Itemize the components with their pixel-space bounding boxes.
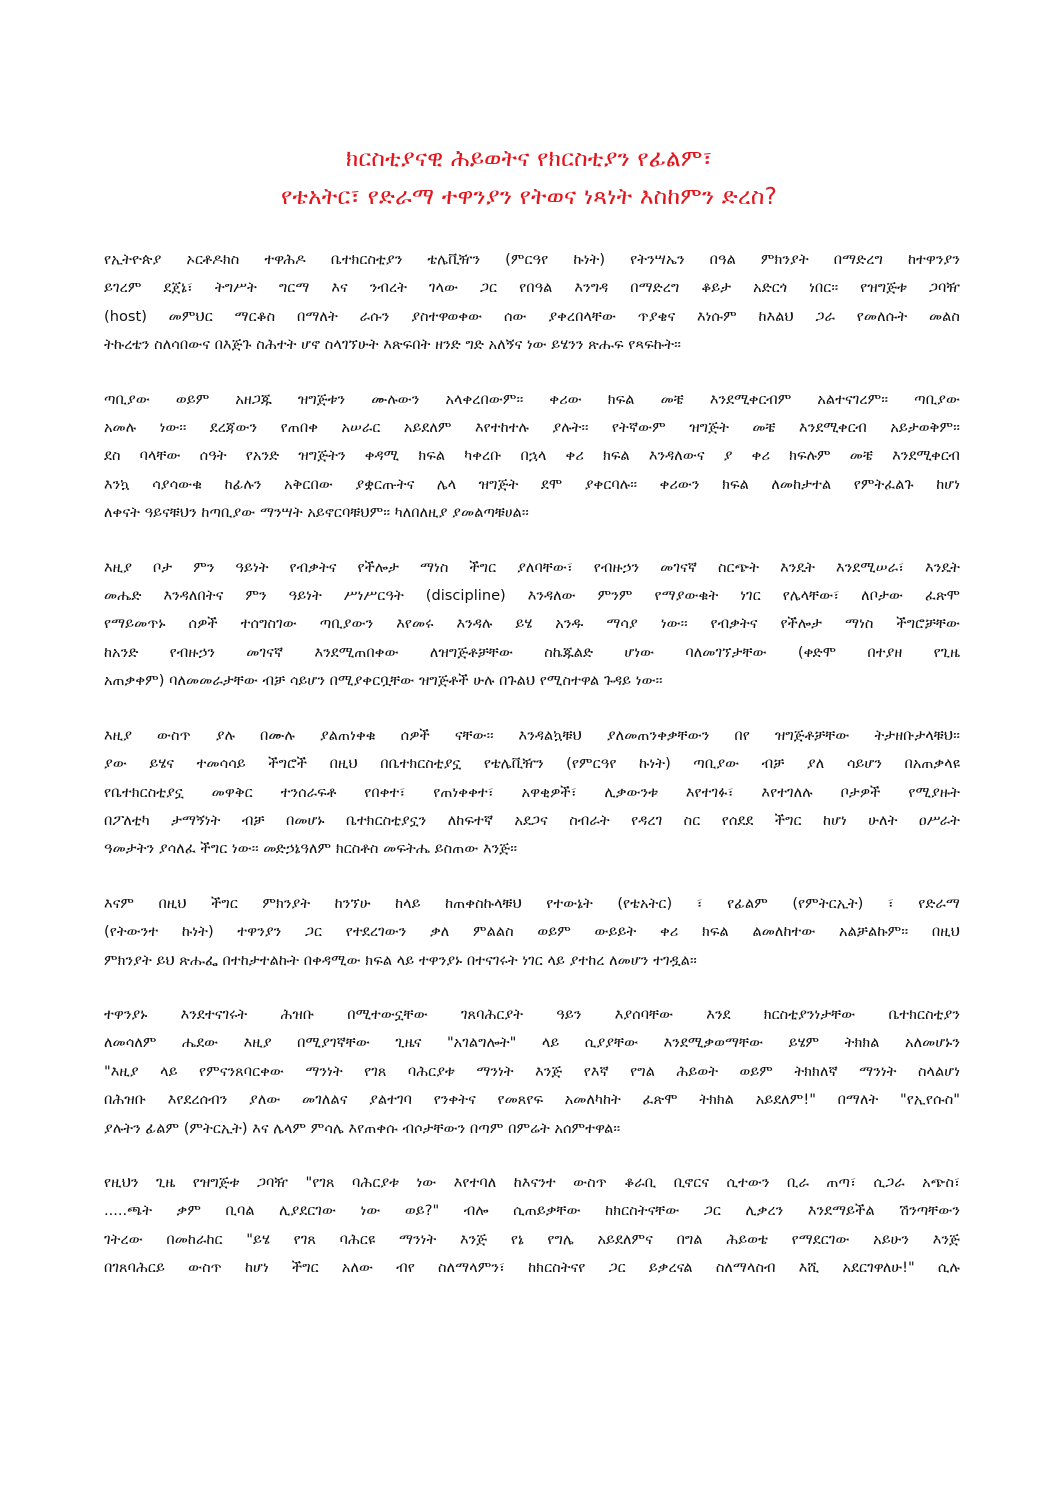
- paragraph-line: .....ጫት ቃም ቢባል ሊያደርገው ነው ወይ?" ብሎ ሲጠይቃቸው ከክርስትናቸው ጋር ሊቃረን እንደማይችል ሽንጣቸውን: [104, 1202, 960, 1220]
- paragraph-line: ትኩረቴን ስለሳበውና በእጅጉ ስሕተት ሆኖ ስላገኘሁት እጽፍበት ዘንድ ግድ አለኝና ነው ይሄንን ጽሑፍ የጻፍኩት፡፡: [104, 336, 681, 354]
- paragraph-4: [104, 722, 960, 864]
- paragraph-line: እናም በዚህ ችግር ምክንያት ከንኘሁ ከላይ ከጠቀስኩላቹህ የተውኔት (የቴአትር) ፣ የፊልም (የምትርኢት) ፣ የድራማ: [104, 894, 960, 912]
- paragraph-line: (host) መምህር ማርቆስ በማለት ራሱን ያስተዋወቀው ሰው ያቀረበላቸው ጥያቄና እነሱም ከእልህ ጋራ የመለሱት መልስ: [104, 307, 960, 325]
- page-title: [110, 140, 948, 216]
- paragraph-line: የኢትዮጵያ ኦርቶዶክስ ተዋሕዶ ቤተክርስቲያን ቴሌቪዥን (ምርዓየ ኩነት) የትንሣኤን በዓል ምክንያት በማድረግ ከተዋንያን: [104, 251, 960, 268]
- paragraph-line: ያሉትን ፊልም (ምትርኢት) እና ሌላም ምሳሌ እየጠቀሱ ብሶታቸውን በጣም በምሬት አሰምተዋል፡፡: [104, 1119, 621, 1137]
- paragraph-line: እዚያ ቦታ ምን ዓይነት የብቃትና የችሎታ ማነስ ችግር ያለባቸው፣ የብዙኃን መገናኛ ስርጭት እንዴት እንደሚሠራ፣ እንዴት: [104, 558, 960, 576]
- paragraph-line: በፖለቲካ ታማኝነት ብቻ በመሆኑ ቤተክርስቲያኗን ለከፍተኛ አደጋና ስብራት የዳረገ ስር የሰደደ ችግር ከሆነ ሁለት ዐሥራት: [104, 811, 960, 829]
- title-line-2: የቴአትር፣ የድራማ ተዋንያን የትወና ነጻነት እስከምን ድረስ?: [280, 184, 778, 210]
- article-body: [104, 246, 960, 1309]
- paragraph-line: በገጸባሕርይ ውስጥ ከሆነ ችግር አለው ብየ ስለማላምን፣ ከክርስትናየ ጋር ይቃረናል ስለማላስብ እሺ አደርገዋለሁ!" ሲሉ: [104, 1259, 960, 1277]
- paragraph-line: ይገረም ደጀኔ፣ ትግሥት ግርማ እና ንብረት ገላው ጋር የበዓል እንግዳ በማድረግ ቆይታ አድርጎ ነበር፡፡ የዝግጅቱ ጋባዥ: [104, 279, 960, 297]
- title-line-1: ክርስቲያናዊ ሕይወትና የክርስቲያን የፊልም፣: [345, 146, 713, 172]
- paragraph-line: የዚህን ጊዜ የዝግጅቱ ጋባዥ "የገጸ ባሕርያቱ ነው እየተባለ ከእናንተ ውስጥ ቆራቢ ቢኖርና ሲተውን ቢራ ጠጣ፣ ሲጋራ አጭስ፣: [104, 1173, 960, 1191]
- paragraph-line: እንኳ ሳያሳውቁ ከፊሉን አቅርበው ያቋርጡትና ሌላ ዝግጅት ደሞ ያቀርባሉ፡፡ ቀሪውን ክፍል ለመከታተል የምትፈልጉ ከሆነ: [104, 475, 960, 493]
- paragraph-6: [104, 1001, 960, 1143]
- paragraph-5: [104, 890, 960, 975]
- paragraph-line: ጣቢያው ወይም አዘጋጁ ዝግጅቱን ሙሉውን አላቀረበውም፡፡ ቀሪው ክፍል መቼ እንደሚቀርብም አልተናገረም፡፡ ጣቢያው: [104, 390, 960, 408]
- paragraph-line: ተዋንያኑ እንደተናገሩት ሕዝቡ በሚተውኗቸው ገጸባሕርያት ዓይን እያሰባቸው እንደ ክርስቲያንነታቸው ቤተክርስቲያን: [104, 1005, 960, 1023]
- paragraph-7: [104, 1169, 960, 1283]
- paragraph-line: (የትውንተ ኩነት) ተዋንያን ጋር የተደረገውን ቃለ ምልልስ ወይም ውይይት ቀሪ ክፍል ልመለከተው አልቻልኩም፡፡ በዚህ: [104, 923, 960, 941]
- paragraph-line: ዓመታትን ያሳለፈ ችግር ነው፡፡ መድኃኔዓለም ክርስቶስ መፍትሔ ይስጠው እንጅ፡፡: [104, 840, 518, 858]
- paragraph-line: ገትረው በመከራከር "ይሄ የገጸ ባሕርዩ ማንነት እንጅ የኔ የግሌ አይደለምና በግል ሕይወቴ የማደርገው አይሁን እንጅ: [104, 1230, 960, 1248]
- paragraph-line: መሔድ እንዳለበትና ምን ዓይነት ሥነሥርዓት (discipline) እንዳለው ምንም የማያውቁት ነገር የሌላቸው፣ ለቦታው ፈጽሞ: [104, 587, 960, 605]
- paragraph-line: ለመሳለም ሔደው እዚያ በሚያገኛቸው ጊዜና "አገልግሎት" ላይ ሲያያቸው እንደሚቃወማቸው ይሄም ትክክል አለመሆኑን: [104, 1034, 960, 1052]
- paragraph-line: የቤተክርስቲያኗ መዋቅር ተንሰራፍቶ የበቀተ፣ የጠነቀቀተ፣ አዋቂዎች፣ ሊቃውንቱ እየተገፉ፣ እየተገለሉ ቦታዎች የሚያዙት: [104, 783, 960, 801]
- paragraph-3: [104, 554, 960, 696]
- paragraph-line: የማይመጥኑ ሰዎች ተሰግስገው ጣቢያውን እየመሩ እንዳሉ ይሄ አንዱ ማሳያ ነው፡፡ የብቃትና የችሎታ ማነስ ችግሮቻቸው: [104, 615, 960, 633]
- paragraph-line: "እዚያ ላይ የምናንጸባርቀው ማንነት የገጸ ባሕርያቱ ማንነት እንጅ የእኛ የግል ሕይወት ወይም ትክክለኛ ማንነት ስላልሆነ: [104, 1062, 960, 1080]
- paragraph-line: ከአንድ የብዙኃን መገናኛ እንደሚጠበቀው ለዝግጅቶቻቸው ስኬጁልድ ሆነው ባለመገኘታቸው (ቀድሞ በተያዘ የጊዜ: [104, 643, 960, 661]
- paragraph-1: [104, 246, 960, 360]
- paragraph-2: [104, 386, 960, 528]
- paragraph-line: ምክንያት ይህ ጽሑፌ በተከታተልኩት በቀዳሚው ክፍል ላይ ተዋንያኑ በተናገሩት ነገር ላይ ያተከረ ለመሆን ተገዷል፡፡: [104, 951, 697, 969]
- paragraph-line: በሕዝቡ እየደረሰብን ያለው መገለልና ያልተገባ የንቀትና የመጸየፍ አመለካከት ፈጽሞ ትክክል አይደለም!" በማለት "የኢየሱስ": [104, 1091, 960, 1109]
- paragraph-line: ያው ይሄና ተመሳሳይ ችግሮች በዚህ በቤተክርስቲያኗ የቴሌቪዥን (የምርዓየ ኩነት) ጣቢያው ብቻ ያለ ሳይሆን በአጠቃላዩ: [104, 755, 960, 773]
- paragraph-line: ለቀናት ዓይናቹህን ከጣቢያው ማንሣት አይኖርባቹህም፡፡ ካለበለዚያ ያመልጣቹሀል፡፡: [104, 504, 529, 522]
- paragraph-line: እዚያ ውስጥ ያሉ በሙሉ ያልጠነቀቁ ሰዎች ናቸው፡፡ እንዳልኳቹህ ያለመጠንቀቃቸውን በየ ዝግጅቶቻቸው ትታዘቡታላቹህ፡፡: [104, 726, 960, 744]
- paragraph-line: አመሉ ነው፡፡ ደረጃውን የጠበቀ አሠራር አይደለም እየተከተሉ ያሉት፡፡ የትኛውም ዝግጅት መቼ እንደሚቀርብ አይታወቅም፡፡: [104, 419, 960, 437]
- paragraph-line: አጠቃቀም) ባለመመራታቸው ብቻ ሳይሆን በሚያቀርቧቸው ዝግጅቶች ሁሉ በጉልህ የሚስተዋል ጉዳይ ነው፡፡: [104, 672, 663, 690]
- paragraph-line: ደስ ባላቸው ሰዓት የአንድ ዝግጅትን ቀዳሚ ክፍል ካቀረቡ በኋላ ቀሪ ክፍል እንዳለውና ያ ቀሪ ክፍሉም መቼ እንደሚቀርብ: [104, 447, 960, 465]
